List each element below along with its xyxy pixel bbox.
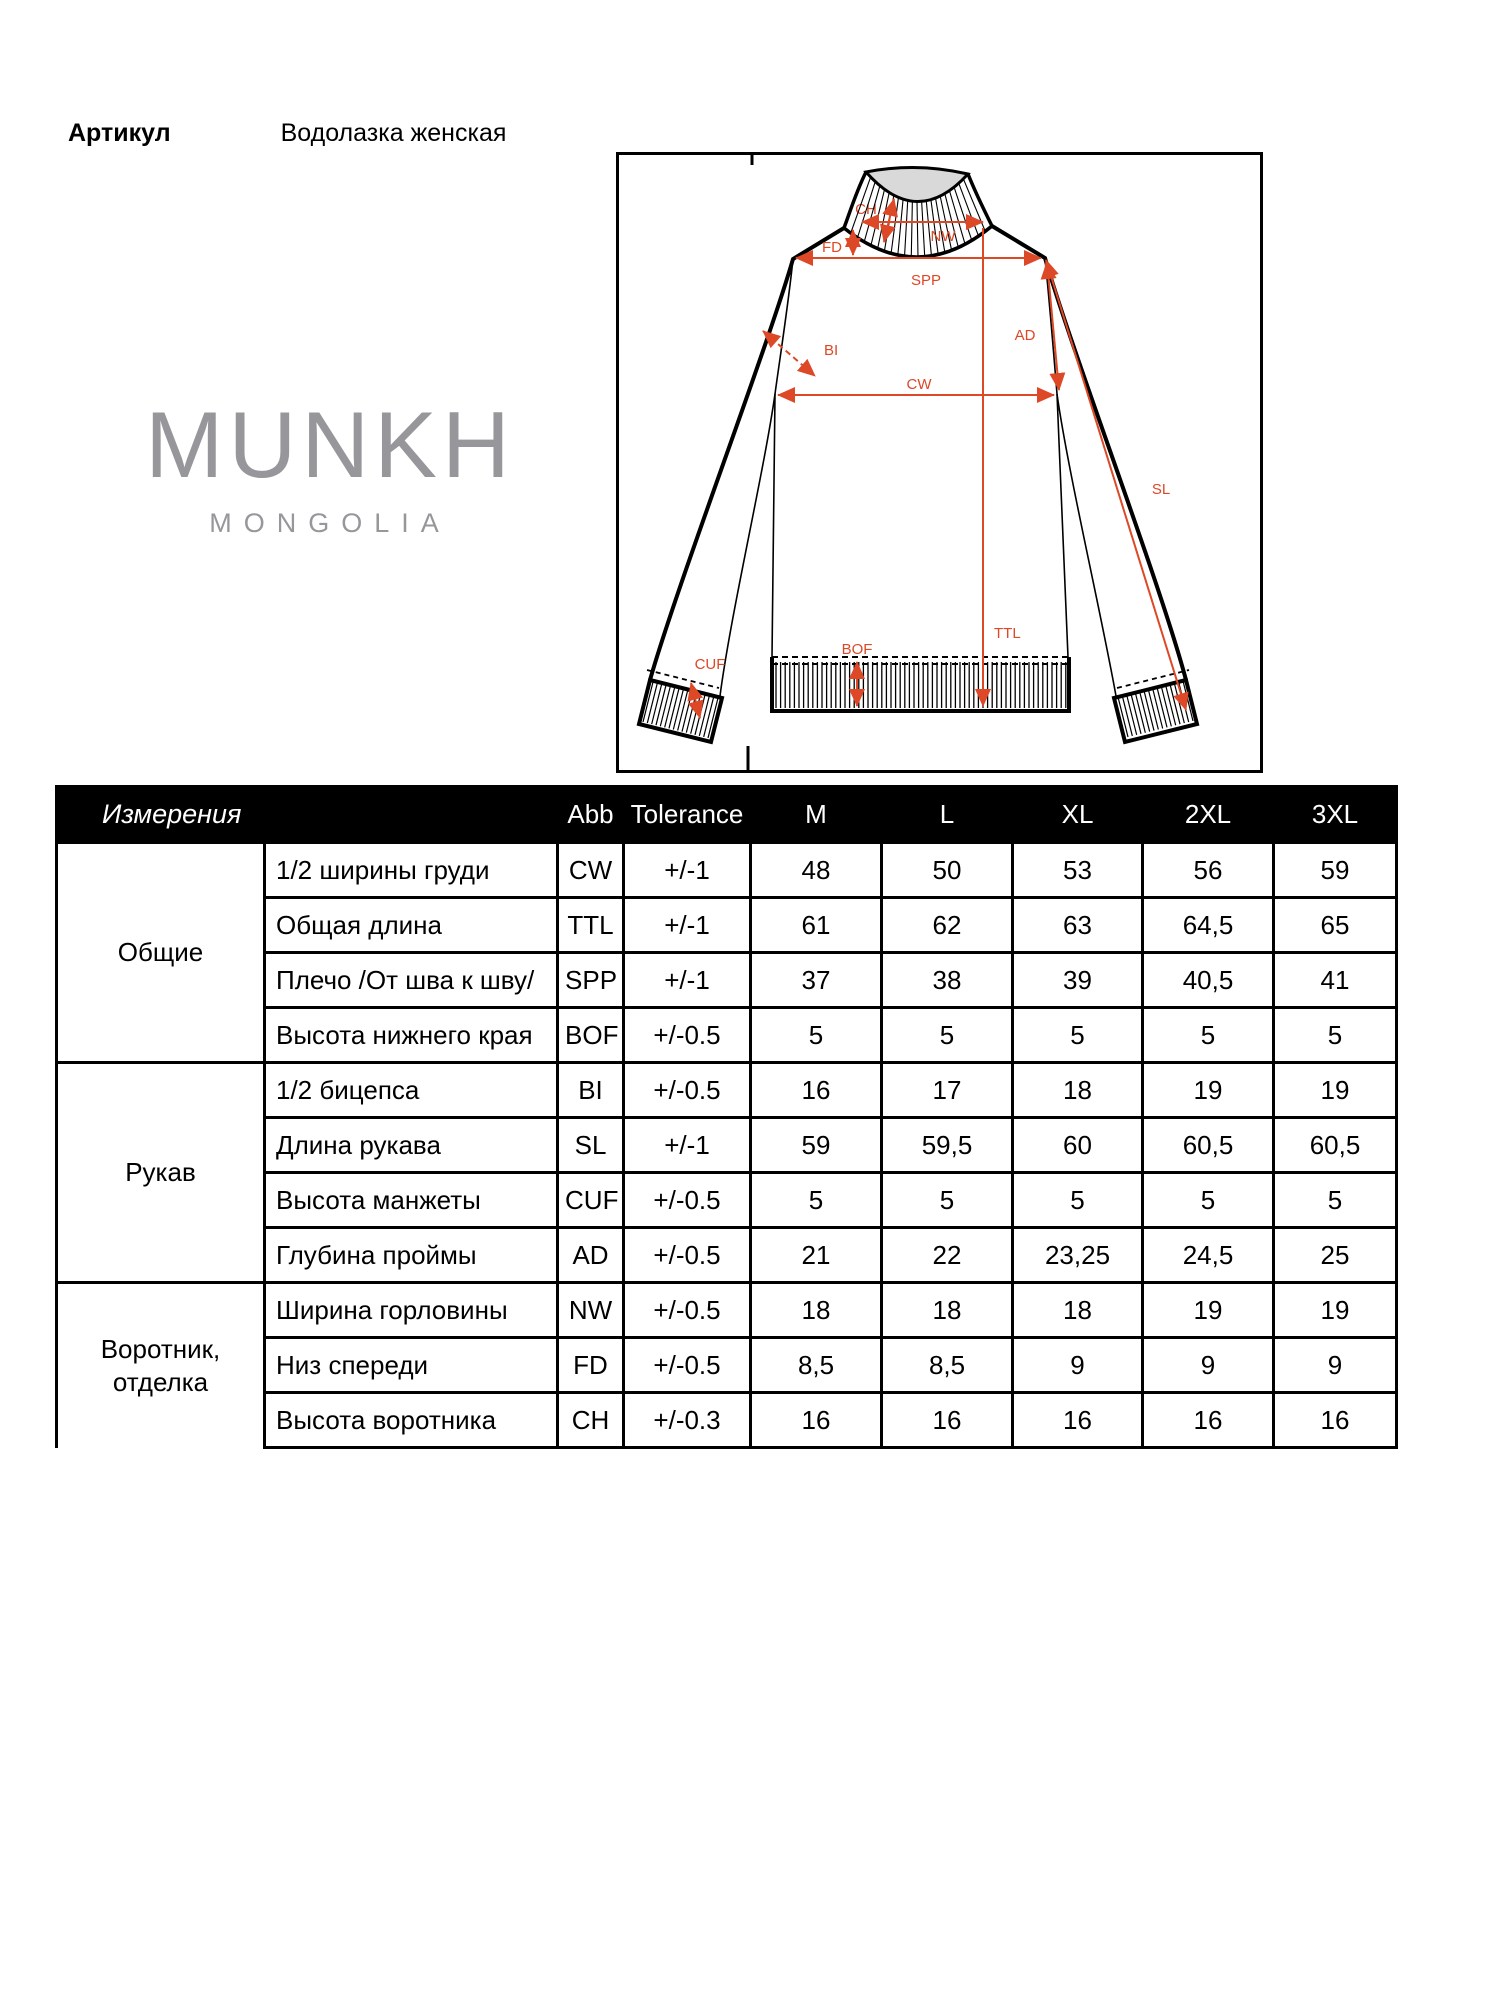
size-value-cell-l: 22 bbox=[882, 1228, 1013, 1283]
tolerance-cell: +/-0.5 bbox=[624, 1173, 751, 1228]
size-value-cell-3xl: 65 bbox=[1274, 898, 1397, 953]
brand-name: MUNKH bbox=[145, 392, 515, 497]
size-value-cell-l: 16 bbox=[882, 1393, 1013, 1448]
size-value-cell-3xl: 60,5 bbox=[1274, 1118, 1397, 1173]
measurement-name-cell: Общая длина bbox=[265, 898, 558, 953]
size-value-cell-2xl: 9 bbox=[1143, 1338, 1274, 1393]
measurement-name-cell: Высота манжеты bbox=[265, 1173, 558, 1228]
size-value-cell-l: 50 bbox=[882, 843, 1013, 898]
tolerance-cell: +/-0.5 bbox=[624, 1338, 751, 1393]
table-row bbox=[57, 843, 1397, 898]
size-value-cell-3xl: 41 bbox=[1274, 953, 1397, 1008]
size-value-cell-2xl: 24,5 bbox=[1143, 1228, 1274, 1283]
sl-label: SL bbox=[1151, 481, 1171, 498]
cuf-label: CUF bbox=[694, 656, 726, 673]
tolerance-cell: +/-0.5 bbox=[624, 1063, 751, 1118]
tolerance-cell: +/-1 bbox=[624, 953, 751, 1008]
abbreviation-cell: BOF bbox=[558, 1008, 624, 1063]
table-header-row bbox=[57, 787, 1397, 843]
column-header-size-l: L bbox=[882, 787, 1013, 843]
size-value-cell-2xl: 5 bbox=[1143, 1173, 1274, 1228]
column-header-size-xl: XL bbox=[1013, 787, 1143, 843]
table-row bbox=[57, 1063, 1397, 1118]
size-value-cell-3xl: 19 bbox=[1274, 1283, 1397, 1338]
column-header-size-m: M bbox=[751, 787, 882, 843]
group-cell: Общие bbox=[57, 843, 265, 1063]
size-value-cell-m: 5 bbox=[751, 1173, 882, 1228]
size-value-cell-xl: 60 bbox=[1013, 1118, 1143, 1173]
size-value-cell-m: 61 bbox=[751, 898, 882, 953]
size-value-cell-m: 21 bbox=[751, 1228, 882, 1283]
size-table bbox=[55, 785, 1395, 1449]
tolerance-cell: +/-1 bbox=[624, 898, 751, 953]
size-value-cell-2xl: 56 bbox=[1143, 843, 1274, 898]
size-value-cell-3xl: 59 bbox=[1274, 843, 1397, 898]
size-value-cell-l: 18 bbox=[882, 1283, 1013, 1338]
abbreviation-cell: FD bbox=[558, 1338, 624, 1393]
ttl-label: TTL bbox=[994, 625, 1021, 642]
size-value-cell-l: 38 bbox=[882, 953, 1013, 1008]
size-value-cell-m: 59 bbox=[751, 1118, 882, 1173]
abbreviation-cell: BI bbox=[558, 1063, 624, 1118]
size-value-cell-l: 5 bbox=[882, 1008, 1013, 1063]
size-value-cell-3xl: 16 bbox=[1274, 1393, 1397, 1448]
measurement-name-cell: 1/2 ширины груди bbox=[265, 843, 558, 898]
tolerance-cell: +/-0.3 bbox=[624, 1393, 751, 1448]
abbreviation-cell: TTL bbox=[558, 898, 624, 953]
measurement-name-cell: 1/2 бицепса bbox=[265, 1063, 558, 1118]
size-value-cell-m: 5 bbox=[751, 1008, 882, 1063]
document-header bbox=[68, 118, 506, 148]
size-value-cell-xl: 9 bbox=[1013, 1338, 1143, 1393]
brand-logo bbox=[105, 392, 555, 539]
size-value-cell-xl: 23,25 bbox=[1013, 1228, 1143, 1283]
size-value-cell-l: 62 bbox=[882, 898, 1013, 953]
size-table-body bbox=[57, 843, 1397, 1448]
column-header-measurements: Измерения bbox=[57, 787, 558, 843]
abbreviation-cell: AD bbox=[558, 1228, 624, 1283]
garment-diagram bbox=[616, 152, 1263, 773]
size-value-cell-l: 5 bbox=[882, 1173, 1013, 1228]
tolerance-cell: +/-0.5 bbox=[624, 1008, 751, 1063]
size-value-cell-xl: 39 bbox=[1013, 953, 1143, 1008]
size-value-cell-3xl: 5 bbox=[1274, 1173, 1397, 1228]
size-value-cell-3xl: 25 bbox=[1274, 1228, 1397, 1283]
cw-label: CW bbox=[906, 376, 932, 393]
abbreviation-cell: SPP bbox=[558, 953, 624, 1008]
size-value-cell-m: 16 bbox=[751, 1393, 882, 1448]
spp-label: SPP bbox=[910, 272, 942, 289]
size-value-cell-l: 59,5 bbox=[882, 1118, 1013, 1173]
size-value-cell-3xl: 19 bbox=[1274, 1063, 1397, 1118]
size-value-cell-m: 37 bbox=[751, 953, 882, 1008]
article-value: Водолазка женская bbox=[280, 119, 507, 147]
measurement-name-cell: Высота воротника bbox=[265, 1393, 558, 1448]
ch-measure-label: CH bbox=[855, 201, 877, 218]
size-value-cell-m: 16 bbox=[751, 1063, 882, 1118]
tolerance-cell: +/-0.5 bbox=[624, 1283, 751, 1338]
measurement-name-cell: Низ спереди bbox=[265, 1338, 558, 1393]
measurement-name-cell: Высота нижнего края bbox=[265, 1008, 558, 1063]
size-value-cell-xl: 63 bbox=[1013, 898, 1143, 953]
size-value-cell-m: 48 bbox=[751, 843, 882, 898]
abbreviation-cell: SL bbox=[558, 1118, 624, 1173]
size-value-cell-2xl: 40,5 bbox=[1143, 953, 1274, 1008]
bi-label: BI bbox=[824, 342, 839, 359]
size-value-cell-2xl: 16 bbox=[1143, 1393, 1274, 1448]
abbreviation-cell: NW bbox=[558, 1283, 624, 1338]
size-value-cell-2xl: 64,5 bbox=[1143, 898, 1274, 953]
fd-label: FD bbox=[822, 239, 842, 256]
column-header-size-2xl: 2XL bbox=[1143, 787, 1274, 843]
size-value-cell-xl: 5 bbox=[1013, 1008, 1143, 1063]
size-value-cell-l: 17 bbox=[882, 1063, 1013, 1118]
group-cell: Рукав bbox=[57, 1063, 265, 1283]
group-cell: Воротник, отделка bbox=[57, 1283, 265, 1448]
table-row bbox=[57, 1283, 1397, 1338]
tolerance-cell: +/-0.5 bbox=[624, 1228, 751, 1283]
bof-label: BOF bbox=[841, 641, 873, 658]
size-value-cell-2xl: 19 bbox=[1143, 1283, 1274, 1338]
size-value-cell-xl: 18 bbox=[1013, 1283, 1143, 1338]
article-label: Артикул bbox=[68, 119, 171, 147]
collar bbox=[844, 167, 992, 257]
size-value-cell-xl: 16 bbox=[1013, 1393, 1143, 1448]
column-header-tolerance: Tolerance bbox=[624, 787, 751, 843]
column-header-size-3xl: 3XL bbox=[1274, 787, 1397, 843]
brand-subtitle: MONGOLIA bbox=[209, 508, 451, 538]
table-cutoff-stub bbox=[55, 1411, 58, 1434]
size-value-cell-l: 8,5 bbox=[882, 1338, 1013, 1393]
measurement-name-cell: Длина рукава bbox=[265, 1118, 558, 1173]
nw-label: NW bbox=[930, 228, 956, 245]
abbreviation-cell: CW bbox=[558, 843, 624, 898]
size-value-cell-2xl: 19 bbox=[1143, 1063, 1274, 1118]
measurement-name-cell: Глубина проймы bbox=[265, 1228, 558, 1283]
tolerance-cell: +/-1 bbox=[624, 1118, 751, 1173]
size-value-cell-xl: 53 bbox=[1013, 843, 1143, 898]
abbreviation-cell: CUF bbox=[558, 1173, 624, 1228]
size-value-cell-3xl: 9 bbox=[1274, 1338, 1397, 1393]
size-value-cell-m: 18 bbox=[751, 1283, 882, 1338]
size-value-cell-2xl: 5 bbox=[1143, 1008, 1274, 1063]
ad-label: AD bbox=[1014, 327, 1036, 344]
abbreviation-cell: CH bbox=[558, 1393, 624, 1448]
size-value-cell-3xl: 5 bbox=[1274, 1008, 1397, 1063]
measurement-name-cell: Ширина горловины bbox=[265, 1283, 558, 1338]
size-value-cell-2xl: 60,5 bbox=[1143, 1118, 1274, 1173]
column-header-abb: Abb bbox=[558, 787, 624, 843]
size-value-cell-xl: 5 bbox=[1013, 1173, 1143, 1228]
tolerance-cell: +/-1 bbox=[624, 843, 751, 898]
size-value-cell-m: 8,5 bbox=[751, 1338, 882, 1393]
measurement-name-cell: Плечо /От шва к шву/ bbox=[265, 953, 558, 1008]
size-value-cell-xl: 18 bbox=[1013, 1063, 1143, 1118]
